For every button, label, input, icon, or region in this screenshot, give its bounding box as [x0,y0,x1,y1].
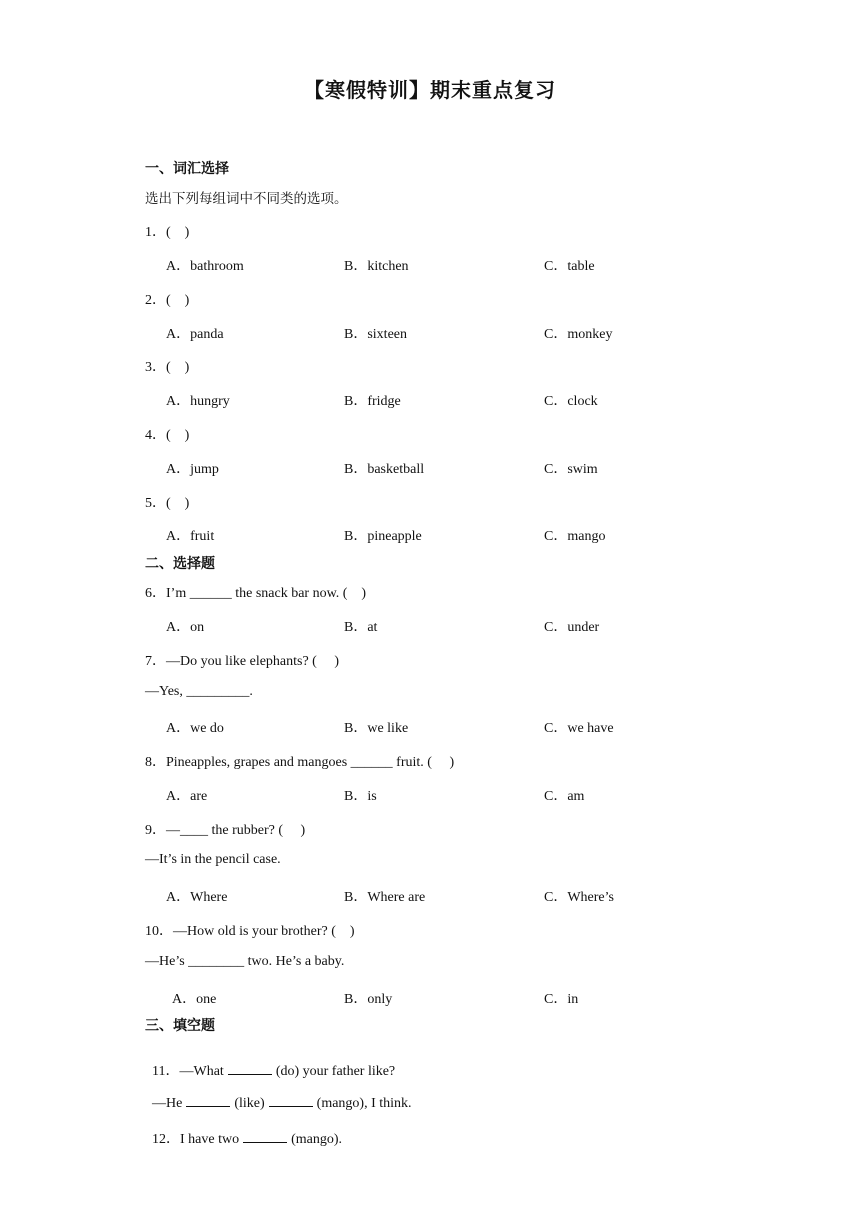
question-line: —Yes, _________. [145,684,253,699]
option-c[interactable]: C．clock [544,394,598,409]
option-b[interactable]: B．basketball [344,462,425,477]
option-c[interactable]: C．monkey [544,327,613,342]
option-a[interactable]: A．Where [166,890,228,905]
option-c[interactable]: C．Where’s [544,890,614,905]
option-c[interactable]: C．table [544,259,595,274]
page-title: 【寒假特训】期末重点复习 [304,78,556,102]
option-b[interactable]: B．kitchen [344,259,409,274]
question-12 [145,1112,342,1148]
option-c[interactable]: C．swim [544,462,598,477]
option-c[interactable]: C．we have [544,721,614,736]
instruction: 选出下列每组词中不同类的选项。 [145,191,348,207]
option-a[interactable]: A．jump [166,462,219,477]
text-segment: 12．I have two [152,1132,240,1147]
option-c[interactable]: C．am [544,789,585,804]
option-b[interactable]: B．Where are [344,890,426,905]
question-line: —He’s ________ two. He’s a baby. [145,954,345,969]
question-stem: 1．( ) [145,225,190,240]
option-b[interactable]: B．at [344,620,378,635]
option-a[interactable]: A．hungry [166,394,230,409]
question-stem: 4．( ) [145,428,190,443]
section-heading-fill: 三、填空题 [145,1018,215,1034]
option-c[interactable]: C．in [544,992,579,1007]
option-b[interactable]: B．pineapple [344,529,422,544]
blank-field[interactable] [243,1130,287,1143]
option-a[interactable]: A．bathroom [166,259,244,274]
question-stem: 5．( ) [145,496,190,511]
option-b[interactable]: B．sixteen [344,327,407,342]
question-11-line-1 [145,1044,395,1080]
text-segment: (mango), I think. [316,1096,412,1111]
option-a[interactable]: A．are [166,789,208,804]
section-heading-vocab: 一、词汇选择 [145,161,229,177]
question-stem: 6．I’m ______ the snack bar now. ( ) [145,586,367,601]
text-segment: (mango). [291,1132,343,1147]
question-11-line-2 [145,1078,412,1112]
question-stem: 10．—How old is your brother? ( ) [145,924,355,939]
option-a[interactable]: A．panda [166,327,224,342]
blank-field[interactable] [269,1094,313,1107]
option-a[interactable]: A．fruit [166,529,215,544]
option-b[interactable]: B．is [344,789,377,804]
option-c[interactable]: C．mango [544,529,606,544]
question-stem: 9．—____ the rubber? ( ) [145,823,306,838]
text-segment: 11．—What [152,1064,224,1079]
blank-field[interactable] [228,1062,272,1075]
option-b[interactable]: B．only [344,992,393,1007]
blank-field[interactable] [186,1094,230,1107]
text-segment: (like) [234,1096,265,1111]
option-a[interactable]: A．one [172,992,217,1007]
section-heading-choice: 二、选择题 [145,556,215,572]
question-line: —It’s in the pencil case. [145,852,281,867]
question-stem: 7．—Do you like elephants? ( ) [145,654,340,669]
question-stem: 8．Pineapples, grapes and mangoes ______ fruit. ( ) [145,755,455,770]
question-stem: 3．( ) [145,360,190,375]
option-c[interactable]: C．under [544,620,600,635]
text-segment: —He [152,1096,183,1111]
text-segment: (do) your father like? [275,1064,396,1079]
option-b[interactable]: B．fridge [344,394,401,409]
option-b[interactable]: B．we like [344,721,409,736]
option-a[interactable]: A．on [166,620,205,635]
option-a[interactable]: A．we do [166,721,224,736]
question-stem: 2．( ) [145,293,190,308]
